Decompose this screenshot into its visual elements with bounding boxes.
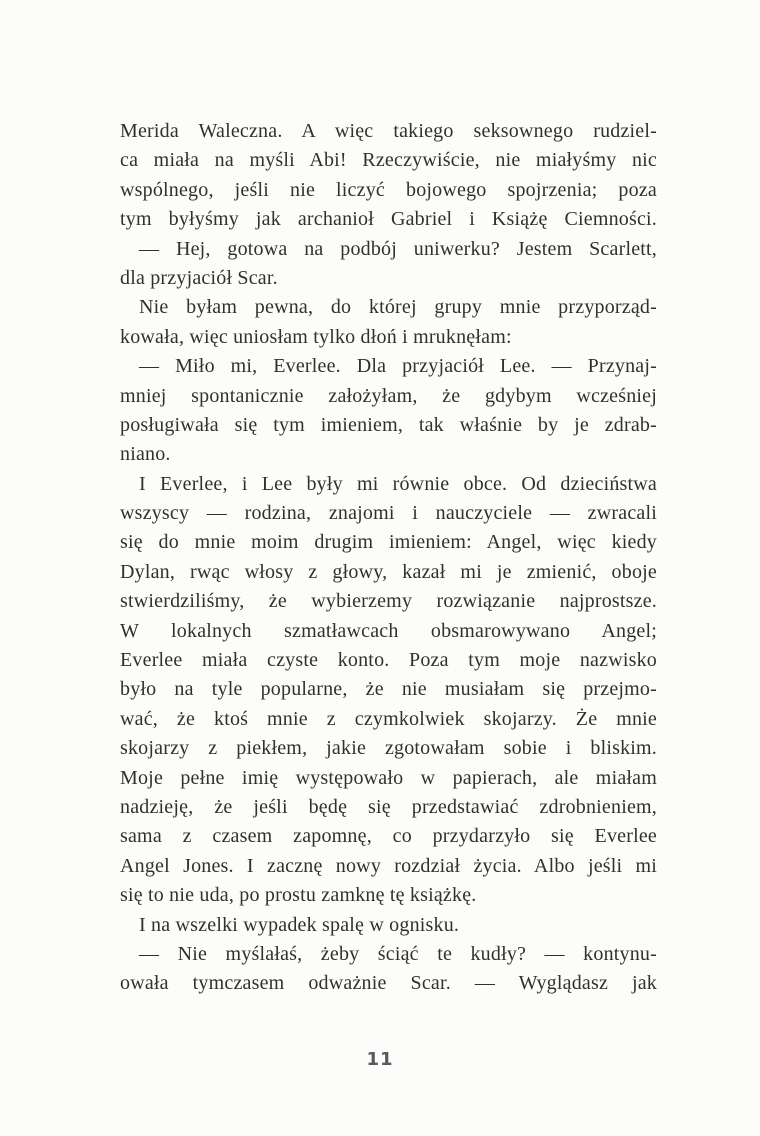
text-line: Everlee miała czyste konto. Poza tym moje nazwisko bbox=[120, 649, 657, 672]
text-line: Moje pełne imię występowało w papierach, ale miałam bbox=[120, 766, 657, 789]
text-line: I Everlee, i Lee były mi równie obce. Od dzieciństwa bbox=[139, 472, 657, 495]
text-line: stwierdziliśmy, że wybierzemy rozwiązanie najprostsze. bbox=[120, 590, 657, 613]
text-line: owała tymczasem odważnie Scar. — Wyglądasz jak bbox=[120, 972, 657, 995]
text-line: wać, że ktoś mnie z czymkolwiek skojarzy. Że mnie bbox=[120, 707, 657, 730]
text-line: niano. bbox=[120, 443, 171, 466]
text-line: się to nie uda, po prostu zamknę tę książkę. bbox=[120, 884, 477, 907]
text-line: kowała, więc uniosłam tylko dłoń i mruknęłam: bbox=[120, 325, 512, 348]
text-line: Merida Waleczna. A więc takiego seksownego rudziel- bbox=[120, 120, 657, 142]
text-line: tym byłyśmy jak archanioł Gabriel i Książę Ciemności. bbox=[120, 208, 657, 231]
text-line: — Hej, gotowa na podbój uniwerku? Jestem Scarlett, bbox=[139, 237, 657, 260]
text-line: Dylan, rwąc włosy z głowy, kazał mi je zmienić, oboje bbox=[120, 560, 657, 583]
text-line: się do mnie moim drugim imieniem: Angel, więc kiedy bbox=[120, 531, 657, 554]
text-line: dla przyjaciół Scar. bbox=[120, 266, 278, 289]
text-line: W lokalnych szmatławcach obsmarowywano Angel; bbox=[120, 619, 657, 642]
text-line: Angel Jones. I zacznę nowy rozdział życia. Albo jeśli mi bbox=[120, 854, 657, 877]
text-line: — Nie myślałaś, żeby ściąć te kudły? — kontynu- bbox=[139, 942, 657, 965]
text-line: I na wszelki wypadek spalę w ognisku. bbox=[139, 913, 460, 936]
text-line: mniej spontanicznie założyłam, że gdybym wcześniej bbox=[120, 384, 657, 407]
text-line: nadzieję, że jeśli będę się przedstawiać zdrobnieniem, bbox=[120, 795, 657, 818]
text-line: ca miała na myśli Abi! Rzeczywiście, nie miałyśmy nic bbox=[120, 149, 657, 172]
text-line: było na tyle popularne, że nie musiałam się przejmo- bbox=[120, 678, 657, 701]
text-line: Nie byłam pewna, do której grupy mnie przyporząd- bbox=[139, 296, 657, 319]
text-line: skojarzy z piekłem, jakie zgotowałam sobie i bliskim. bbox=[120, 737, 657, 760]
text-line: wspólnego, jeśli nie liczyć bojowego spojrzenia; poza bbox=[120, 178, 657, 201]
text-line: posługiwała się tym imieniem, tak właśnie by je zdrab- bbox=[120, 413, 657, 436]
page-number: 11 bbox=[366, 1049, 394, 1070]
text-line: wszyscy — rodzina, znajomi i nauczyciele — zwracali bbox=[120, 502, 657, 525]
page-text bbox=[120, 117, 657, 999]
text-line: — Miło mi, Everlee. Dla przyjaciół Lee. — Przynaj- bbox=[139, 355, 657, 378]
text-line: sama z czasem zapomnę, co przydarzyło się Everlee bbox=[120, 825, 657, 848]
